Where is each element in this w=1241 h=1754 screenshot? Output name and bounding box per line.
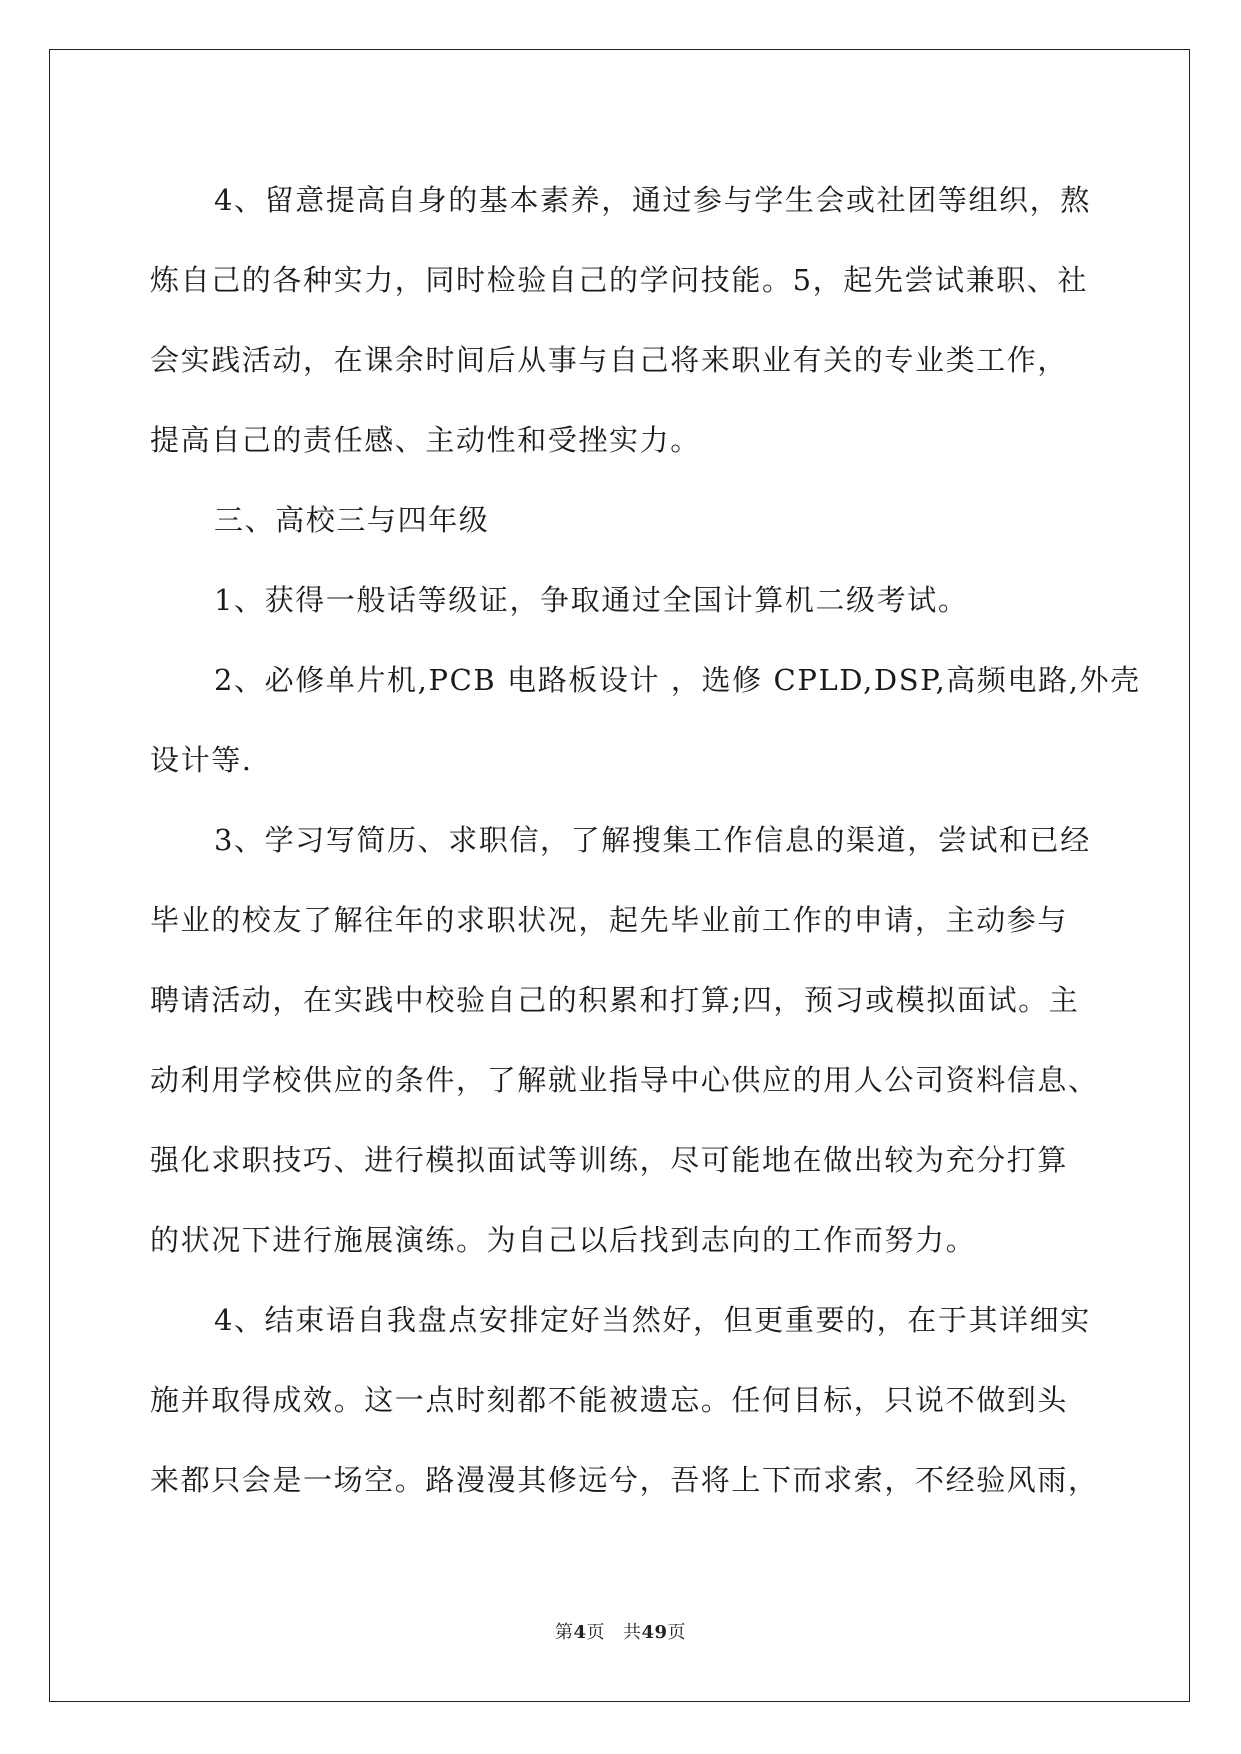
text-line: 施并取得成效。这一点时刻都不能被遗忘。任何目标，只说不做到头: [150, 1383, 1069, 1417]
text-line: 4、结束语自我盘点安排定好当然好，但更重要的，在于其详细实: [214, 1303, 1091, 1337]
text-line: 1、获得一般话等级证，争取通过全国计算机二级考试。: [214, 583, 969, 617]
section-heading: [150, 480, 1090, 560]
footer-page-number: 4: [573, 1622, 587, 1643]
paragraph-conclusion: [150, 1280, 1099, 1520]
footer-page-suffix: 页: [586, 1622, 605, 1643]
paragraph-basic-qualities: [150, 160, 1090, 480]
text-line: 设计等.: [150, 743, 253, 777]
footer-prefix: 第: [554, 1622, 574, 1643]
paragraph-job-search: [150, 800, 1099, 1280]
text-line: 的状况下进行施展演练。为自己以后找到志向的工作而努力。: [150, 1223, 977, 1257]
text-line: 动利用学校供应的条件，了解就业指导中心供应的用人公司资料信息、: [150, 1063, 1099, 1097]
text-line: 4、留意提高自身的基本素养，通过参与学生会或社团等组织，熬: [214, 183, 1091, 217]
text-line: 3、学习写简历、求职信，了解搜集工作信息的渠道，尝试和已经: [214, 823, 1091, 857]
section-heading-text: 三、高校三与四年级: [214, 503, 490, 537]
text-line: 炼自己的各种实力，同时检验自己的学问技能。5，起先尝试兼职、社: [150, 263, 1089, 297]
footer-total-pages: 49: [641, 1622, 668, 1643]
text-line: 来都只会是一场空。路漫漫其修远兮，吾将上下而求索，不经验风雨，: [150, 1463, 1099, 1497]
text-line: 毕业的校友了解往年的求职状况，起先毕业前工作的申请，主动参与: [150, 903, 1069, 937]
text-line: 聘请活动，在实践中校验自己的积累和打算;四，预习或模拟面试。主: [150, 983, 1080, 1017]
text-line: 强化求职技巧、进行模拟面试等训练，尽可能地在做出较为充分打算: [150, 1143, 1069, 1177]
paragraph-certificates: [150, 560, 1090, 640]
document-body: [150, 160, 1141, 1520]
text-line: 会实践活动，在课余时间后从事与自己将来职业有关的专业类工作，: [150, 343, 1069, 377]
text-line: 2、必修单片机,PCB 电路板设计 ，选修 CPLD,DSP,高频电路,外壳: [214, 663, 1141, 697]
page-footer: [0, 1618, 1241, 1644]
paragraph-courses: [150, 640, 1141, 800]
text-line: 提高自己的责任感、主动性和受挫实力。: [150, 423, 701, 457]
footer-total-prefix: 共: [622, 1622, 642, 1643]
footer-total-suffix: 页: [667, 1622, 687, 1643]
